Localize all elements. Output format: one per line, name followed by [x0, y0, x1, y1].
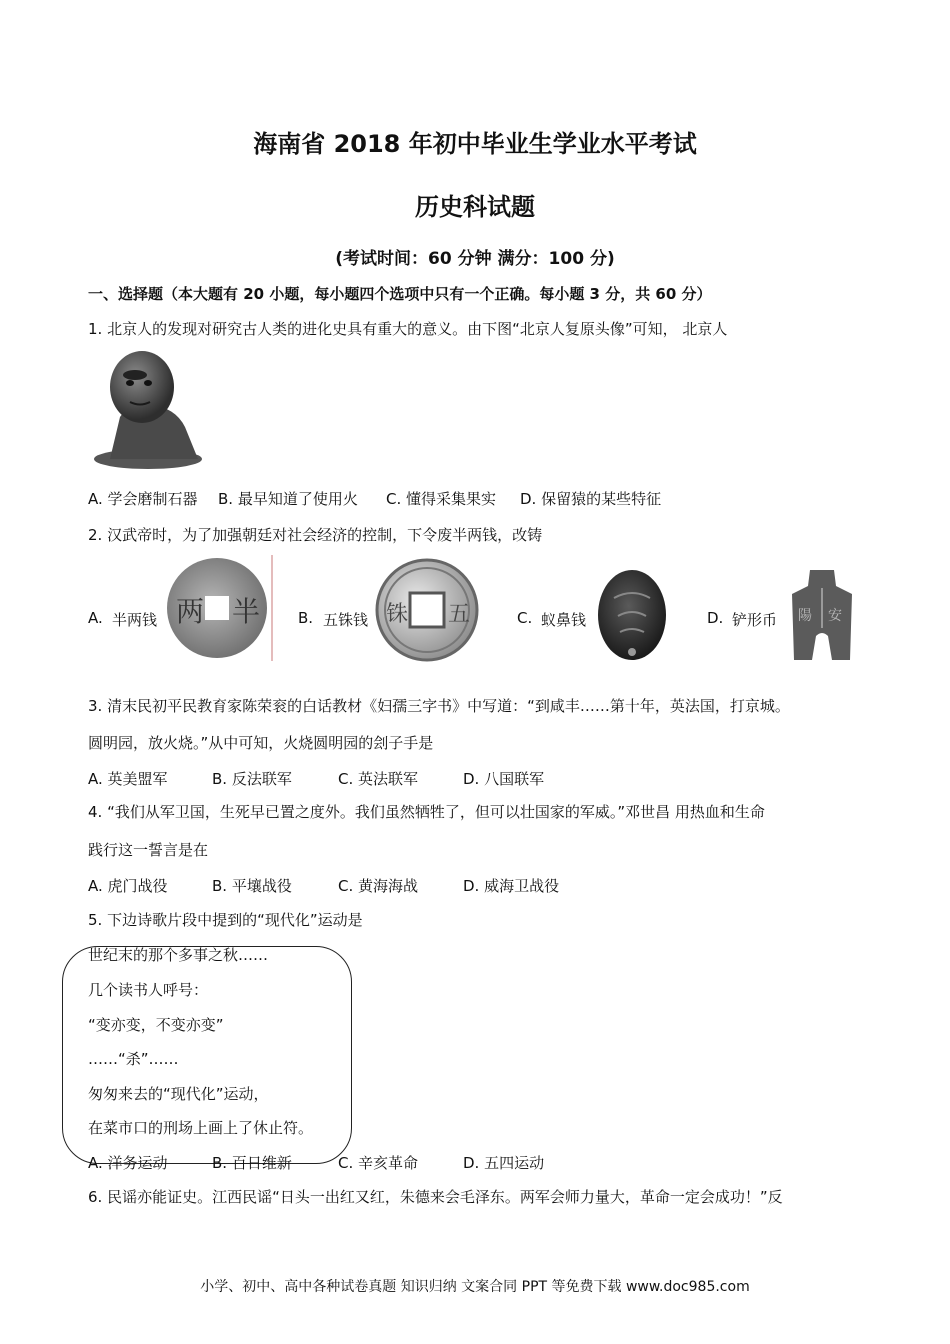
q3-option-c: C. 英法联军 [338, 770, 419, 788]
q5-option-b: B. 百日维新 [212, 1154, 292, 1172]
question-3-line2: 圆明园，放火烧。”从中可知，火烧圆明园的刽子手是 [88, 734, 434, 752]
q3-option-a: A. 英美盟军 [88, 770, 168, 788]
q4-option-b: B. 平壤战役 [212, 877, 292, 895]
question-3-line1: 3. 清末民初平民教育家陈荣衮的白话教材《妇孺三字书》中写道：“到咸丰……第十年，英法国，打京城。 [88, 697, 790, 715]
q1-option-a: A. 学会磨制石器 [88, 490, 198, 508]
q4-option-c: C. 黄海海战 [338, 877, 419, 895]
q5-option-d: D. 五四运动 [463, 1154, 545, 1172]
poem-line-2: 几个读书人呼号： [88, 981, 209, 999]
svg-text:安: 安 [828, 608, 842, 624]
svg-text:两: 两 [176, 595, 205, 628]
svg-text:陽: 陽 [798, 608, 812, 624]
exam-title: 海南省 2018 年初中毕业生学业水平考试 [253, 130, 697, 158]
poem-line-3: “变亦变，不变亦变” [88, 1016, 224, 1034]
q4-option-d: D. 威海卫战役 [463, 877, 560, 895]
poem-line-5: 匆匆来去的“现代化”运动， [88, 1085, 269, 1103]
poem-line-1: 世纪末的那个多事之秋…… [88, 946, 269, 964]
q2-option-d-label: 铲形币 [732, 611, 778, 629]
q2-option-d-letter: D. [707, 609, 724, 627]
svg-text:五: 五 [448, 602, 471, 627]
exam-subtitle: 历史科试题 [415, 193, 535, 221]
q5-option-a: A. 洋务运动 [88, 1154, 168, 1172]
question-1-stem: 1. 北京人的发现对研究古人类的进化史具有重大的意义。由下图“北京人复原头像”可知， 北京人 [88, 320, 728, 338]
q1-option-d: D. 保留猿的某些特征 [520, 490, 662, 508]
banliang-coin-image [162, 555, 274, 661]
question-6-stem: 6. 民谣亦能证史。江西民谣“日头一出红又红，朱德来会毛泽东。两军会师力量大，革命一定会成功！”反 [88, 1188, 783, 1206]
q2-option-a-letter: A. [88, 609, 103, 627]
exam-info: (考试时间：60 分钟 满分：100 分) [335, 249, 615, 269]
page-footer: 小学、初中、高中各种试卷真题 知识归纳 文案合同 PPT 等免费下载 www.doc985.com [200, 1279, 750, 1295]
q2-option-b-letter: B. [298, 609, 314, 627]
q2-option-c-letter: C. [517, 609, 533, 627]
spade-coin-image [788, 568, 856, 662]
question-5-stem: 5. 下边诗歌片段中提到的“现代化”运动是 [88, 911, 363, 929]
q3-option-d: D. 八国联军 [463, 770, 545, 788]
question-4-line2: 践行这一誓言是在 [88, 841, 209, 859]
poem-line-4: ……“杀”…… [88, 1050, 179, 1068]
poem-line-6: 在菜市口的刑场上画上了休止符。 [88, 1119, 314, 1137]
q3-option-b: B. 反法联军 [212, 770, 292, 788]
q2-option-c-label: 蚁鼻钱 [541, 611, 587, 629]
q2-option-a-label: 半两钱 [112, 611, 158, 629]
svg-text:半: 半 [232, 595, 261, 628]
section-heading: 一、选择题（本大题有 20 小题，每小题四个选项中只有一个正确。每小题 3 分，共 60 分） [88, 285, 712, 303]
q2-option-b-label: 五铢钱 [323, 611, 369, 629]
peking-man-bust-image [90, 347, 205, 472]
wuzhu-coin-image [374, 557, 480, 663]
question-4-line1: 4. “我们从军卫国，生死早已置之度外。我们虽然牺牲了，但可以壮国家的军威。”邓世昌 用热血和生命 [88, 803, 765, 821]
q4-option-a: A. 虎门战役 [88, 877, 168, 895]
svg-text:铢: 铢 [386, 602, 409, 627]
q1-option-c: C. 懂得采集果实 [386, 490, 497, 508]
q1-option-b: B. 最早知道了使用火 [218, 490, 358, 508]
yibi-coin-image [596, 568, 668, 662]
question-2-stem: 2. 汉武帝时，为了加强朝廷对社会经济的控制，下令废半两钱，改铸 [88, 526, 543, 544]
q5-option-c: C. 辛亥革命 [338, 1154, 419, 1172]
